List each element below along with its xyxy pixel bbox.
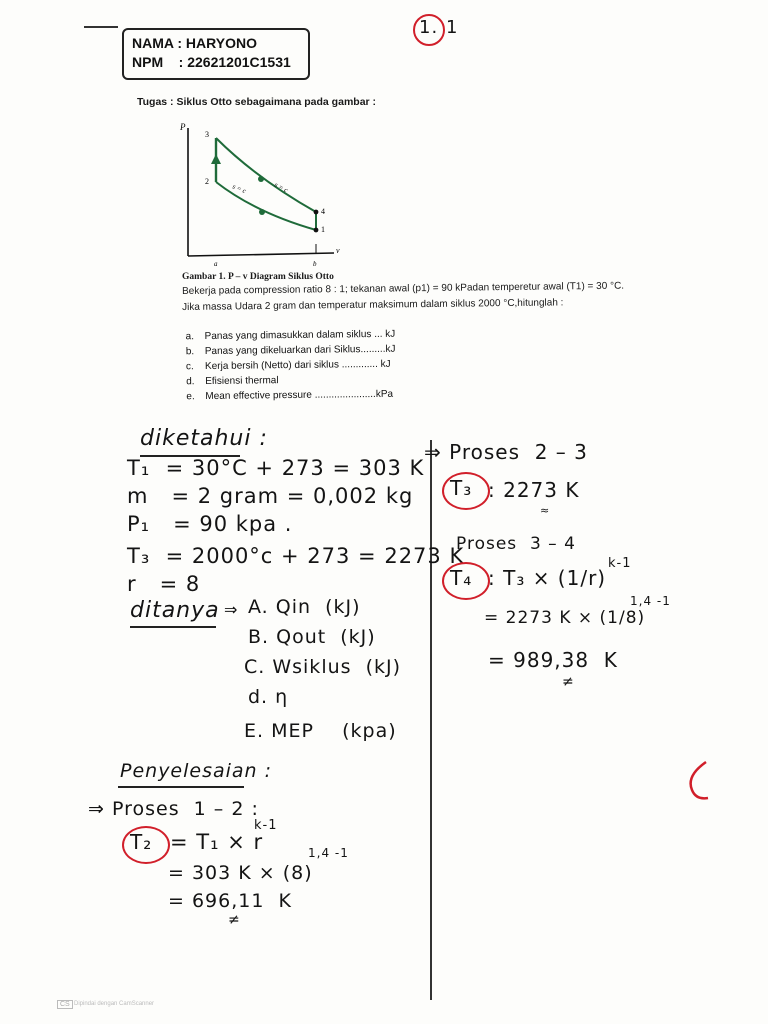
t2-result-mark: ≠ [228, 912, 241, 928]
given-line-ratio: r = 8 [127, 572, 201, 596]
red-margin-mark [682, 758, 712, 804]
given-line-t3: T₃ = 2000°c + 273 = 2273 K [127, 544, 465, 568]
t2-exponent: k-1 [254, 818, 278, 833]
diagram-point-1: 1 [321, 225, 325, 234]
diagram-curve-lower-label: s = c [231, 182, 248, 196]
question-text: Mean effective pressure ......................kPa [205, 388, 394, 403]
diagram-point-4: 4 [321, 207, 325, 216]
student-name: NAMA : HARYONO [132, 35, 257, 51]
process-2-3-label: ⇒ Proses 2 – 3 [424, 440, 588, 464]
given-heading: diketahui : [140, 426, 268, 451]
diagram-tick-b-label: b [313, 260, 317, 268]
question-letter: e. [186, 391, 195, 403]
t4-substitution: = 2273 K × (1/8) [484, 608, 646, 628]
problem-statement-2: Jika massa Udara 2 gram dan temperatur maksimum dalam siklus 2000 °C,hitunglah : [182, 297, 564, 313]
page-number-suffix: 1 [446, 17, 459, 38]
question-letter: d. [186, 376, 195, 388]
expansion-curve-3-4 [216, 138, 316, 212]
t4-result-mark: ≠ [562, 674, 575, 690]
diagram-axis-v-label: v [336, 246, 340, 255]
diagram-point-3: 3 [205, 130, 209, 139]
t4-exponent: k-1 [608, 556, 632, 571]
question-text: Panas yang dimasukkan dalam siklus ... kJ [204, 328, 396, 343]
t2-result: = 696,11 K [168, 890, 292, 912]
t3-symbol: T₃ [450, 476, 473, 500]
t4-symbol: T₄ [450, 566, 473, 590]
asked-item-wsiklus: C. Wsiklus (kJ) [244, 656, 402, 678]
point-4-dot [314, 210, 319, 215]
process-3-4-label: Proses 3 – 4 [456, 534, 576, 554]
question-letter: c. [185, 361, 194, 373]
t3-value: : 2273 K [488, 478, 580, 502]
diagram-v-axis [188, 253, 334, 256]
question-list [186, 327, 397, 405]
page-number: 1. [419, 17, 439, 38]
camscanner-text: Dipindai dengan CamScanner [74, 1001, 155, 1007]
diagram-tick-a-label: a [214, 260, 218, 268]
question-item [186, 387, 396, 405]
question-text: Kerja bersih (Netto) dari siklus ............. kJ [204, 358, 391, 373]
asked-heading: ditanya [130, 598, 220, 623]
heat-addition-arrow [211, 154, 221, 164]
t2-substitution: = 303 K × (8) [168, 862, 313, 884]
t3-mark: ≈ [540, 504, 551, 517]
diagram-caption: Gambar 1. P – v Diagram Siklus Otto [182, 272, 334, 282]
asked-item-mep: E. MEP (kpa) [244, 720, 397, 742]
camscanner-logo: CS [57, 1000, 73, 1009]
asked-heading-underline [130, 626, 216, 628]
student-npm: NPM : 22621201C1531 [132, 54, 291, 70]
asked-item-qout: B. Qout (kJ) [248, 626, 376, 648]
question-letter: a. [185, 331, 195, 343]
t2-symbol: T₂ [130, 830, 153, 854]
diagram-curve-upper-label: s = c [273, 180, 290, 195]
t4-substitution-exponent: 1,4 -1 [630, 594, 671, 608]
given-line-p1: P₁ = 90 kpa . [127, 512, 293, 536]
solution-heading: Penyelesaian : [120, 760, 273, 782]
diagram-axis-p-label: P [180, 122, 186, 132]
task-title: Tugas : Siklus Otto sebagaimana pada gambar : [137, 96, 377, 108]
asked-arrow: ⇒ [224, 600, 239, 619]
curve-dot-upper [258, 176, 264, 182]
given-line-mass: m = 2 gram = 0,002 kg [127, 484, 414, 508]
question-letter: b. [185, 346, 195, 358]
page-divider [430, 440, 432, 1000]
asked-item-efficiency: d. η [248, 686, 289, 708]
asked-item-qin: A. Qin (kJ) [248, 596, 361, 618]
diagram-point-2: 2 [205, 177, 209, 186]
t2-formula: = T₁ × r [170, 830, 264, 854]
process-1-2-label: ⇒ Proses 1 – 2 : [88, 798, 259, 820]
question-item [186, 357, 396, 375]
point-1-dot [314, 228, 319, 233]
question-text: Efisiensi thermal [205, 375, 279, 388]
curve-dot-lower [259, 209, 265, 215]
identity-box [122, 28, 310, 80]
top-left-stroke [84, 26, 118, 28]
pv-diagram [176, 118, 346, 268]
t4-result: = 989,38 K [488, 648, 618, 672]
solution-heading-underline [118, 786, 244, 788]
problem-statement-1: Bekerja pada compression ratio 8 : 1; tekanan awal (p1) = 90 kPadan temperetur awal (T1) = 30 °C. [182, 280, 625, 297]
t2-substitution-exponent: 1,4 -1 [308, 846, 349, 860]
given-line-t1: T₁ = 30°C + 273 = 303 K [127, 456, 425, 480]
question-text: Panas yang dikeluarkan dari Siklus.........kJ [204, 343, 396, 358]
t4-formula: : T₃ × (1/r) [488, 566, 607, 590]
